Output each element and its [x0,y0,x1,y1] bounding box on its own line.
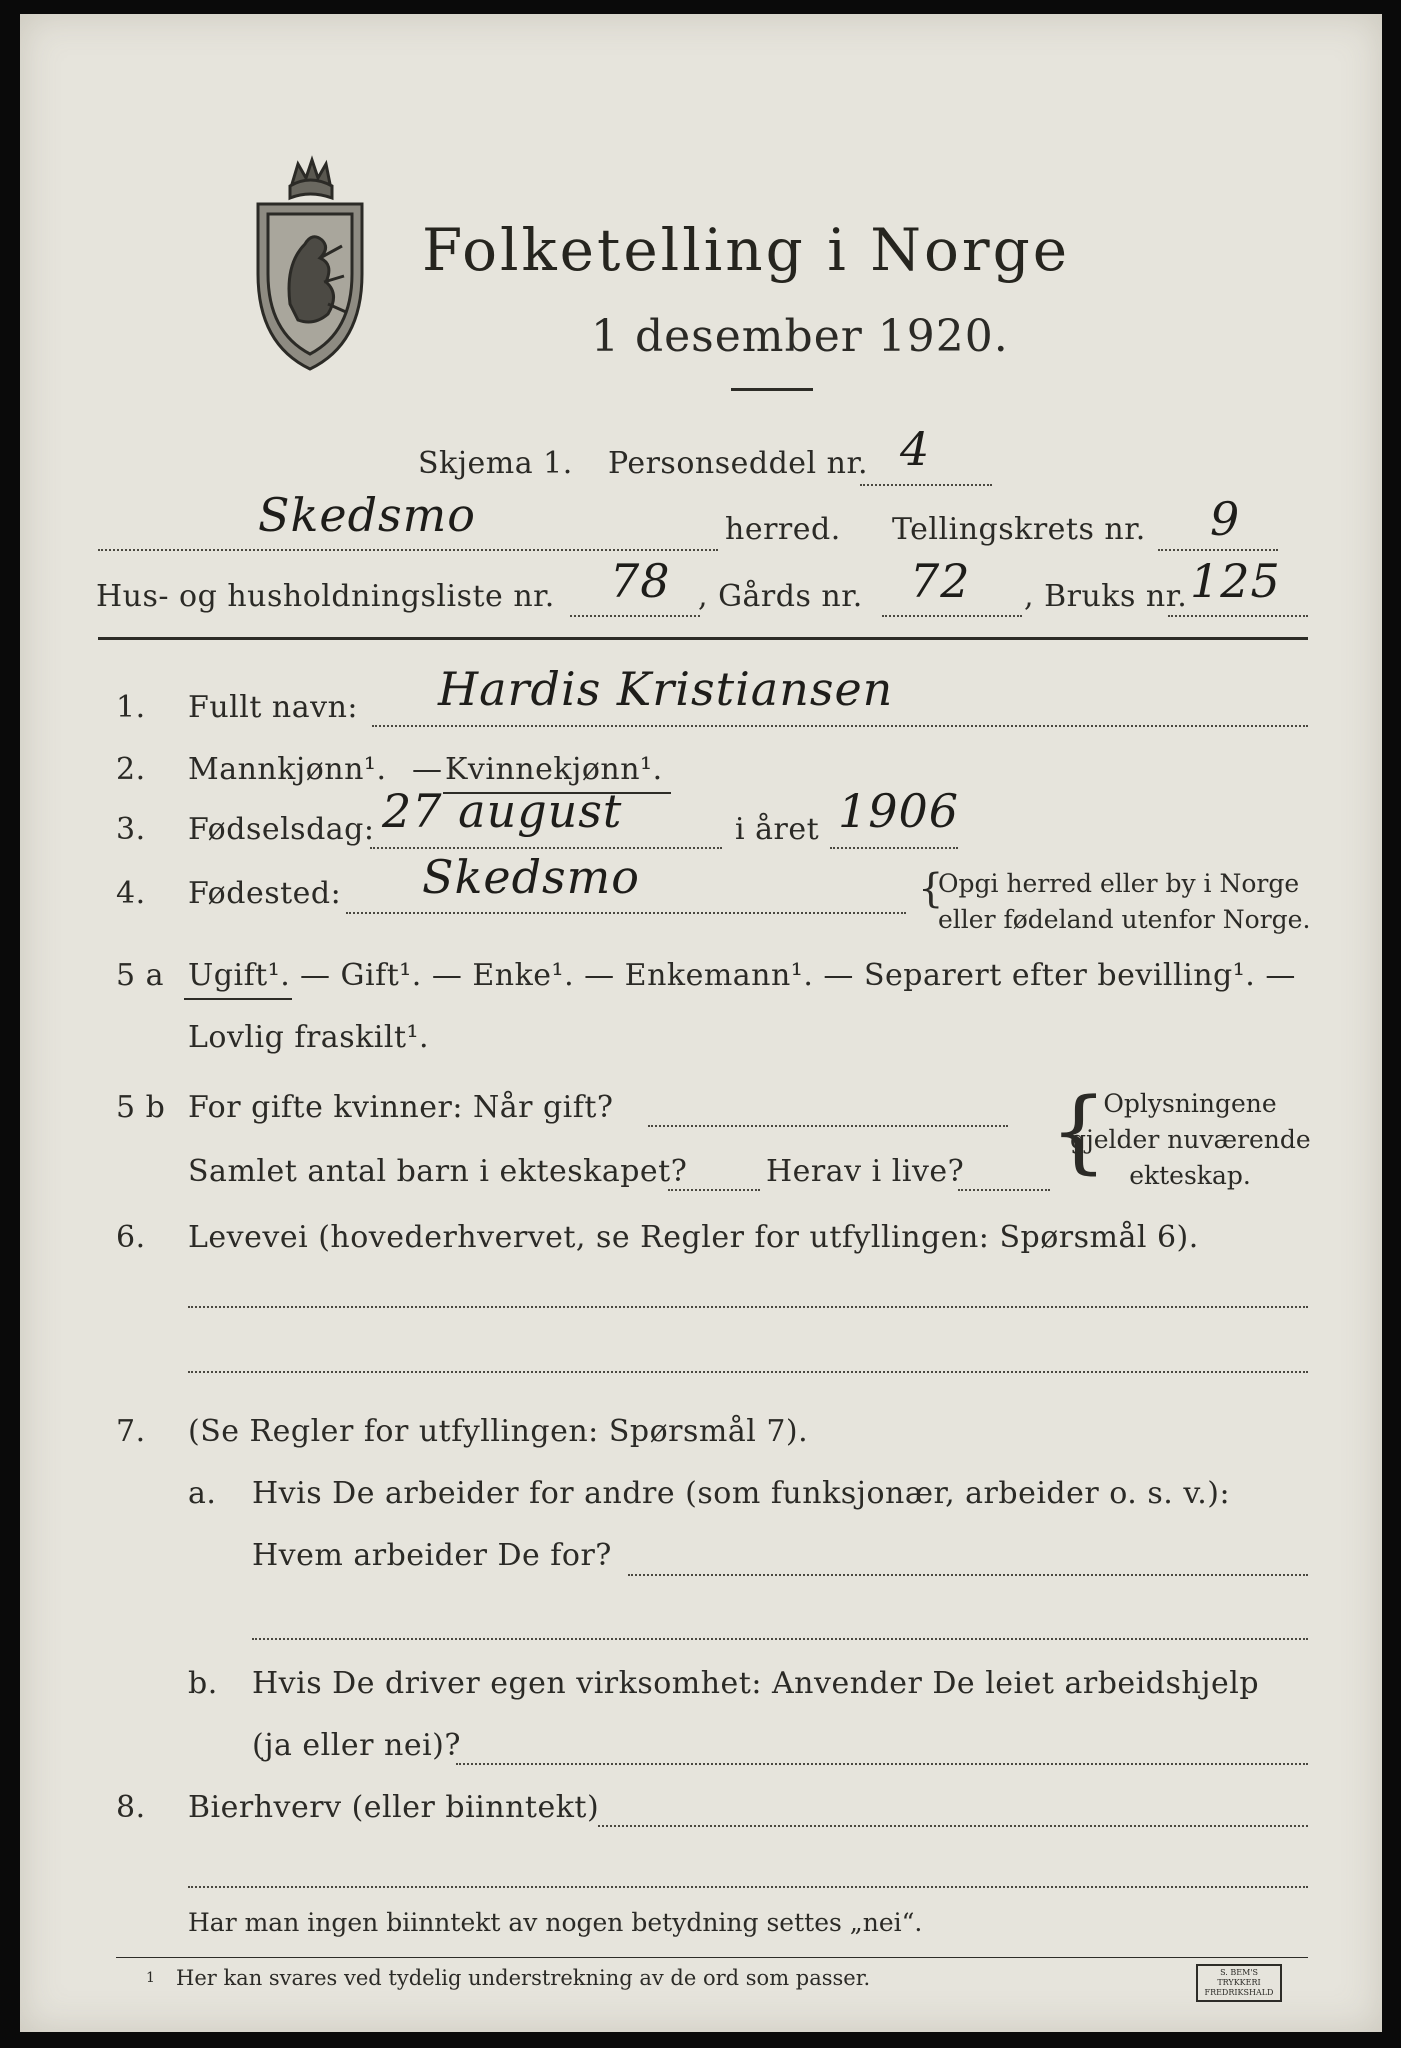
hus-label: Hus- og husholdningsliste nr. [96,579,555,614]
children-alive-label: Herav i live? [766,1154,965,1189]
q1-number: 1. [116,690,146,725]
sex-male-option[interactable]: Mannkjønn¹. [188,752,387,787]
bruks-value: 125 [1190,554,1281,608]
marital-ugift-underline [184,998,292,1000]
birthdate-value: 27 august [382,784,623,838]
hus-value: 78 [610,554,671,608]
marriage-note-1: Oplysningene [1103,1089,1277,1118]
hired-help-label: (ja eller nei)? [252,1728,461,1763]
sex-separator: — [412,752,443,787]
q3-number: 3. [116,812,146,847]
printer-stamp [1196,1964,1282,2002]
footnote-text: Her kan svares ved tydelig understrekning av de ord som passer. [176,1966,871,1990]
q2-number: 2. [116,752,146,787]
full-name-value: Hardis Kristiansen [438,662,894,716]
q7b-letter: b. [188,1666,218,1701]
hus-field[interactable] [570,615,700,617]
brace-left: { [918,866,944,912]
gards-value: 72 [910,554,971,608]
birthdate-field[interactable] [370,847,722,849]
employer-label: Hvem arbeider De for? [252,1538,612,1573]
sex-female-option[interactable]: Kvinnekjønn¹. [445,752,663,787]
document-title: Folketelling i Norge [422,216,1071,284]
q1-label: Fullt navn: [188,690,359,725]
census-form-page [20,14,1382,2032]
q8-label: Bierhverv (eller biinntekt) [188,1790,600,1825]
footnote-mark: 1 [146,1970,155,1986]
q7-number: 7. [116,1414,146,1449]
employer-field-2[interactable] [252,1638,1308,1640]
marital-other-options[interactable]: — Gift¹. — Enke¹. — Enkemann¹. — Separert efter bevilling¹. — [300,958,1296,993]
title-divider [731,388,813,391]
birthyear-label: i året [735,812,820,847]
q3-label: Fødselsdag: [188,812,375,847]
q5b-label: For gifte kvinner: Når gift? [188,1090,614,1125]
birthyear-field[interactable] [830,847,958,849]
q4-number: 4. [116,876,146,911]
full-name-field[interactable] [372,725,1308,727]
birthplace-field[interactable] [346,912,906,914]
hired-help-field[interactable] [456,1763,1308,1765]
side-income-field-2[interactable] [188,1886,1308,1888]
birthyear-value: 1906 [838,784,960,838]
herred-label: herred. [725,512,841,547]
children-alive-field[interactable] [958,1189,1050,1191]
married-date-field[interactable] [648,1125,1008,1127]
gards-label: , Gårds nr. [698,579,863,614]
q7a-letter: a. [188,1476,217,1511]
birthplace-note-1: Opgi herred eller by i Norge [938,869,1300,898]
personseddel-field[interactable] [860,484,992,486]
side-income-note: Har man ingen biinntekt av nogen betydning settes „nei“. [188,1908,923,1937]
personseddel-label: Personseddel nr. [608,446,869,481]
occupation-field-2[interactable] [188,1371,1308,1373]
side-income-field[interactable] [598,1825,1308,1827]
gards-field[interactable] [882,615,1022,617]
herred-value: Skedsmo [258,488,476,542]
tellingskrets-value: 9 [1210,492,1241,546]
marital-divorced-option[interactable]: Lovlig fraskilt¹. [188,1020,430,1055]
q6-label: Levevei (hovederhvervet, se Regler for utfyllingen: Spørsmål 6). [188,1220,1199,1255]
q5b-number: 5 b [116,1090,166,1125]
children-total-field[interactable] [668,1189,760,1191]
personseddel-value: 4 [900,422,931,476]
birthplace-value: Skedsmo [422,850,640,904]
tellingskrets-field[interactable] [1158,549,1278,551]
q4-label: Fødested: [188,876,342,911]
census-date: 1 desember 1920. [591,311,1009,362]
q6-number: 6. [116,1220,146,1255]
employer-field[interactable] [628,1574,1308,1576]
bruks-field[interactable] [1168,615,1308,617]
printer-stamp-line1: S. BEM'S TRYKKERI [1217,1968,1261,1987]
norwegian-lion-crest-icon [250,154,370,374]
occupation-field-1[interactable] [188,1306,1308,1308]
marriage-note-2: gjelder nuværende [1070,1125,1311,1154]
q8-number: 8. [116,1790,146,1825]
header-rule [98,637,1308,640]
footnote-rule [116,1957,1308,1958]
printer-stamp-line2: FREDRIKSHALD [1204,1988,1274,1997]
children-total-label: Samlet antal barn i ekteskapet? [188,1154,688,1189]
birthplace-note-2: eller fødeland utenfor Norge. [938,905,1311,934]
tellingskrets-label: Tellingskrets nr. [892,512,1146,547]
q7b-label: Hvis De driver egen virksomhet: Anvender De leiet arbeidshjelp [252,1666,1260,1701]
marriage-note-3: ekteskap. [1129,1161,1251,1190]
herred-field[interactable] [98,549,718,551]
q7a-label: Hvis De arbeider for andre (som funksjonær, arbeider o. s. v.): [252,1476,1231,1511]
q7-label: (Se Regler for utfyllingen: Spørsmål 7). [188,1414,809,1449]
schema-number: Skjema 1. [418,446,573,481]
brace-right: { [1050,1079,1108,1184]
bruks-label: , Bruks nr. [1024,579,1188,614]
q5a-number: 5 a [116,958,165,993]
marital-ugift-option[interactable]: Ugift¹. [188,958,291,993]
